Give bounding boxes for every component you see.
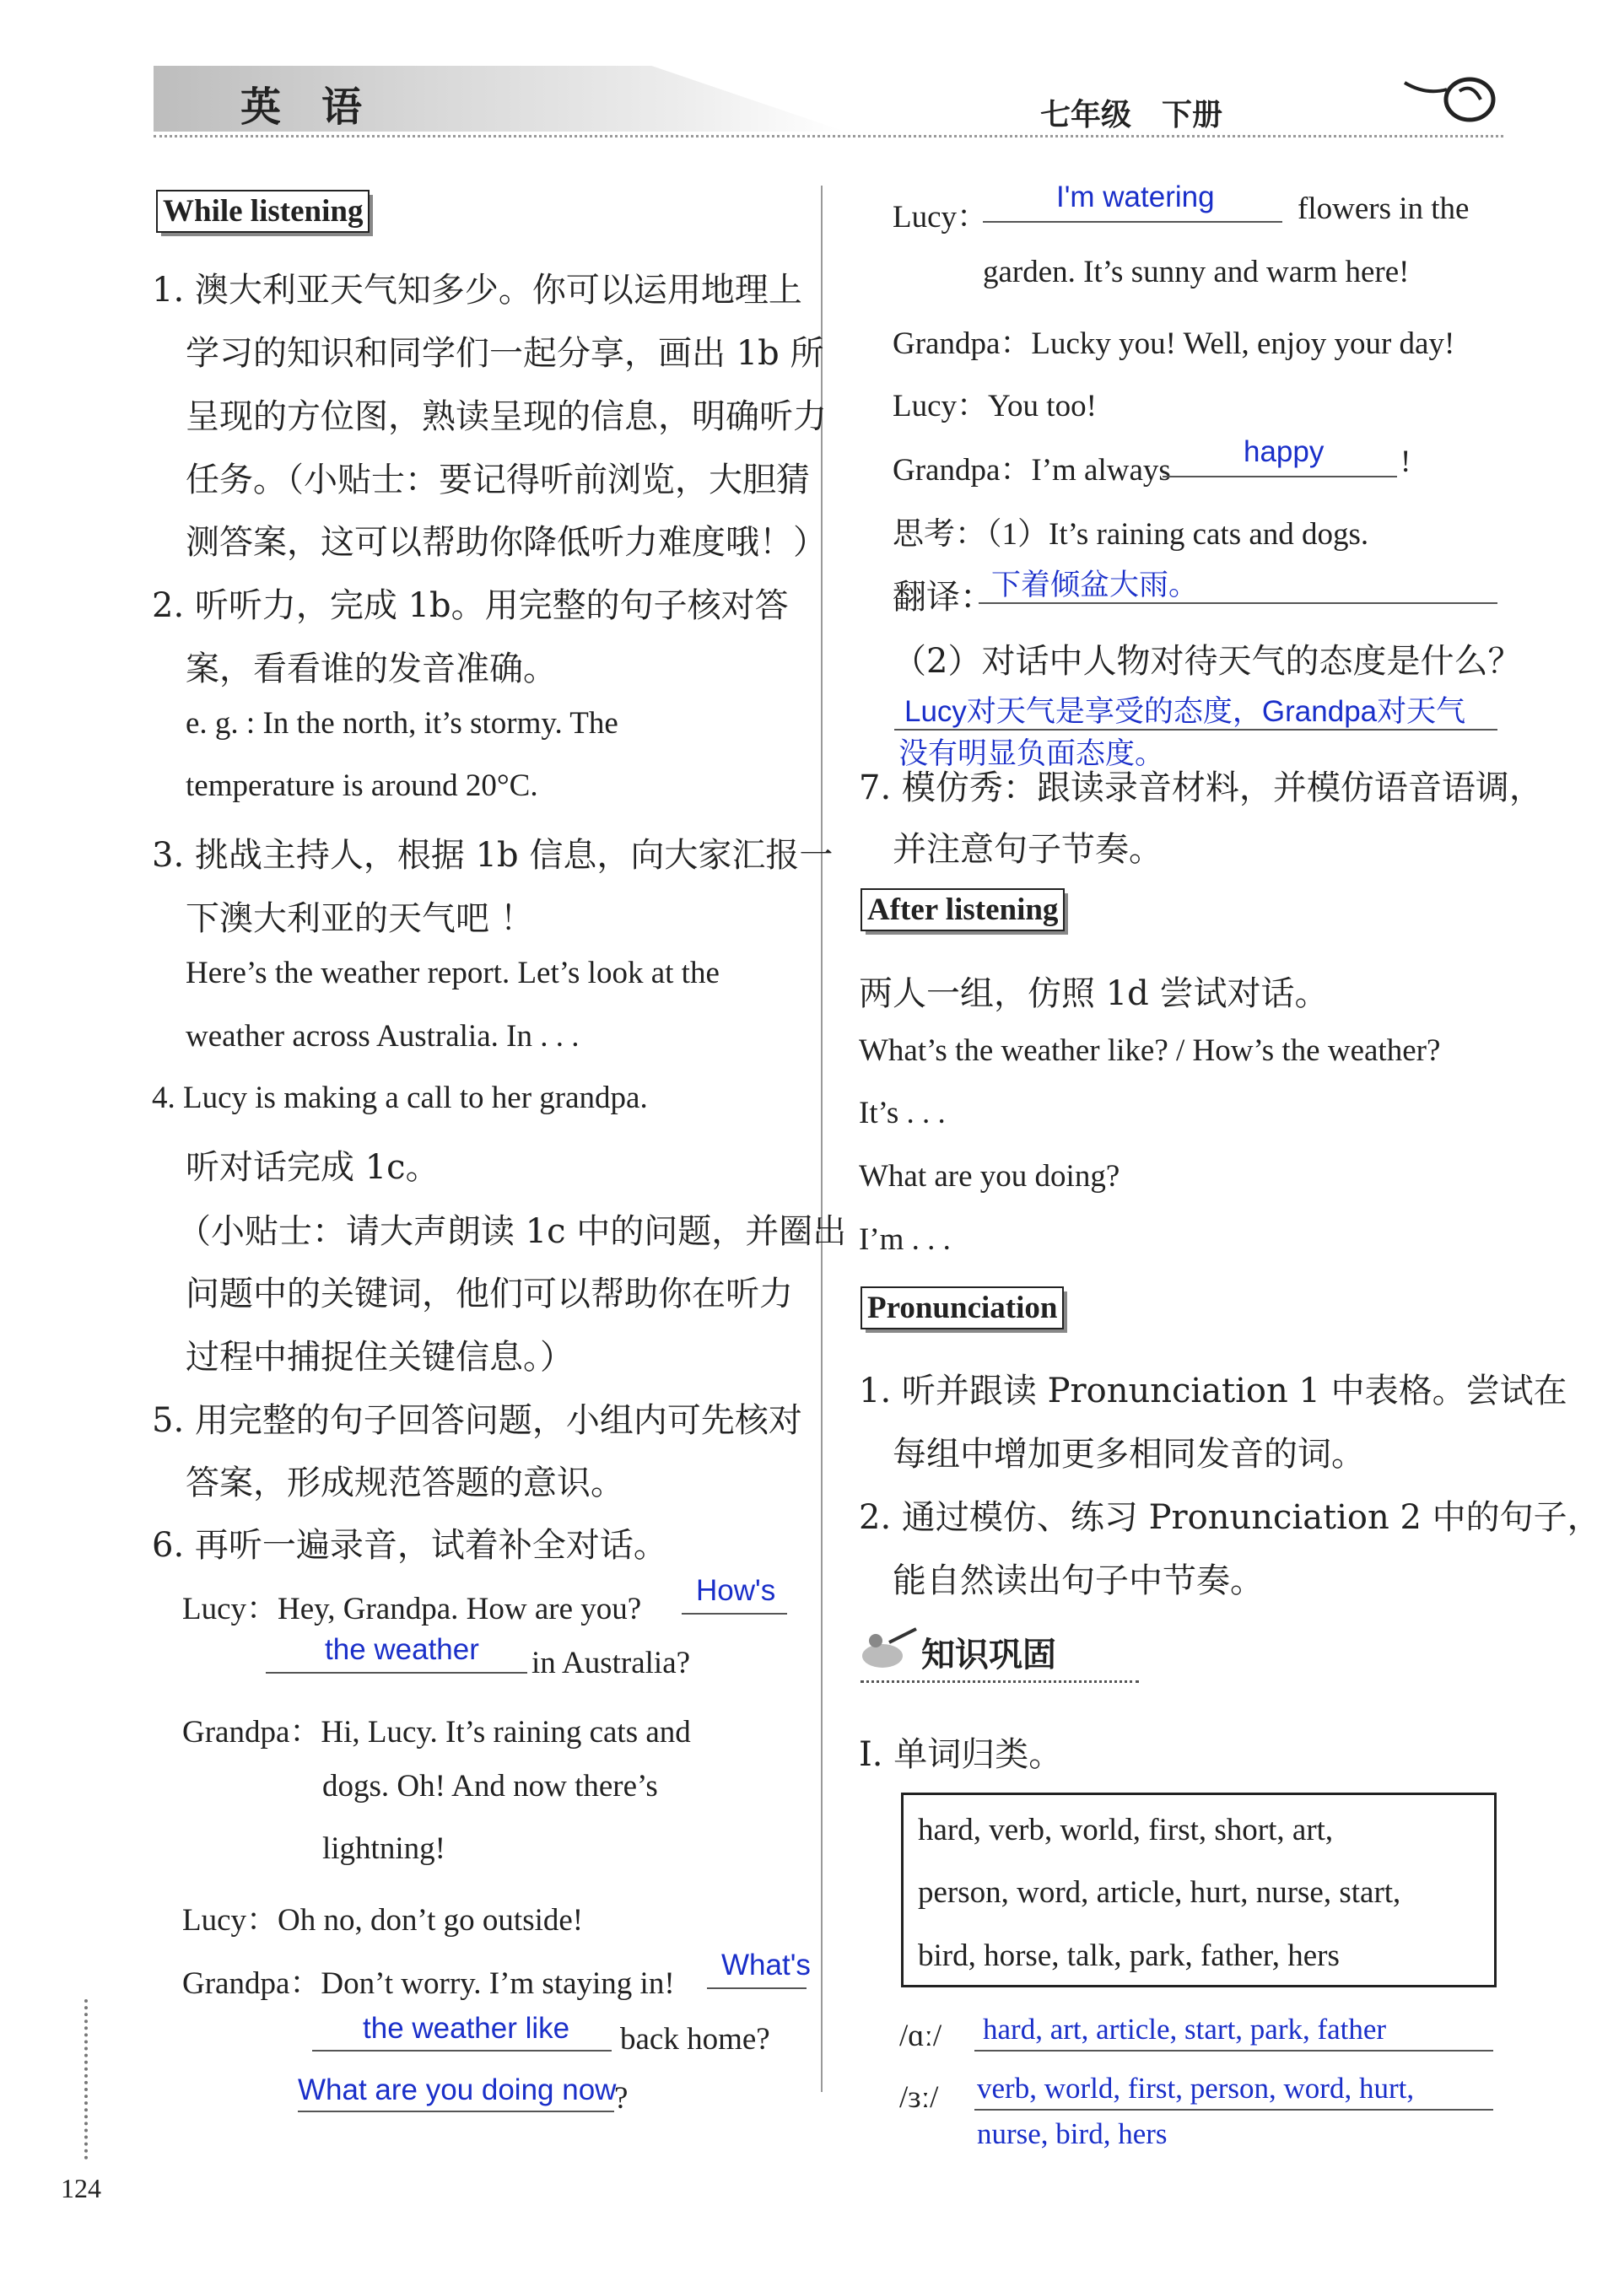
knowledge-section-icon xyxy=(857,1624,925,1674)
column-divider xyxy=(821,186,823,2092)
item5-line1: 5. 用完整的句子回答问题，小组内可先核对 xyxy=(152,1401,802,1440)
answer-translation: 下着倾盆大雨。 xyxy=(991,569,1199,601)
answer-watering: I'm watering xyxy=(1056,181,1215,213)
dialog-grandpa-3: Grandpa：Lucky you! Well, enjoy your day! xyxy=(893,326,1455,361)
after-line-4: What are you doing? xyxy=(859,1159,1120,1194)
dialog-lucy-3c: garden. It’s sunny and warm here! xyxy=(983,255,1410,289)
translate-label: 翻译： xyxy=(893,578,994,617)
phonetic-a: /ɑː/ xyxy=(899,2019,942,2053)
phonetic-er: /ɜː/ xyxy=(899,2080,939,2115)
answer-attitude-2: 没有明显负面态度。 xyxy=(898,737,1165,770)
after-listening-title: After listening xyxy=(861,888,1065,931)
after-line-5: I’m . . . xyxy=(859,1222,951,1257)
answer-hows: How's xyxy=(696,1574,776,1607)
item1-line1: 1. 澳大利亚天气知多少。你可以运用地理上 xyxy=(152,271,802,310)
item1-line4: 任务。（小贴士：要记得听前浏览，大胆猜 xyxy=(186,461,810,499)
dialog-grandpa-1c: lightning! xyxy=(322,1831,445,1866)
item3-line1: 3. 挑战主持人，根据 1b 信息，向大家汇报一 xyxy=(152,836,834,875)
dialog-grandpa-2b: back home? xyxy=(620,2022,770,2057)
exercise-1-title: Ⅰ. 单词归类。 xyxy=(859,1735,1063,1774)
section-title: 知识巩固 xyxy=(921,1636,1056,1674)
answer-blank-1 xyxy=(682,1613,787,1615)
dialog-lucy-1b: in Australia? xyxy=(531,1646,691,1680)
answer-blank-6 xyxy=(983,221,1282,223)
answer-blank-2 xyxy=(266,1672,527,1674)
dialog-grandpa-1a: Grandpa：Hi, Lucy. It’s raining cats and xyxy=(182,1715,691,1750)
dialog-grandpa-1b: dogs. Oh! And now there’s xyxy=(322,1769,658,1804)
mouse-logo-icon xyxy=(1400,66,1502,127)
item1-line2: 学习的知识和同学们一起分享，画出 1b 所 xyxy=(186,334,824,373)
item1-line5: 测答案，这可以帮助你降低听力难度哦！） xyxy=(186,523,827,562)
dialog-grandpa-4b: ! xyxy=(1400,445,1411,479)
pron2-line1: 2. 通过模仿、练习 Pronunciation 2 中的句子， xyxy=(859,1498,1601,1537)
grade-label: 七年级 下册 xyxy=(1040,98,1223,132)
dialog-lucy-4: Lucy：You too! xyxy=(893,389,1097,423)
example-line2: temperature is around 20°C. xyxy=(186,768,538,803)
answer-doing-now: What are you doing now xyxy=(298,2073,617,2106)
think-2: （2）对话中人物对待天气的态度是什么？ xyxy=(893,642,1522,681)
item4-line4: 问题中的关键词，他们可以帮助你在听力 xyxy=(186,1275,793,1313)
subject-title: 英 语 xyxy=(240,84,363,131)
item2-line2: 案，看看谁的发音准确。 xyxy=(186,650,557,688)
item1-line3: 呈现的方位图，熟读呈现的信息，明确听力 xyxy=(186,397,827,436)
answer-blank-8 xyxy=(979,602,1497,604)
report-line2: weather across Australia. In . . . xyxy=(186,1019,580,1054)
word-line-3: bird, horse, talk, park, father, hers xyxy=(918,1938,1340,1973)
dialog-grandpa-4a: Grandpa：I’m always xyxy=(893,453,1171,488)
answer-blank-7 xyxy=(1163,476,1397,477)
header-divider xyxy=(154,135,1503,137)
answer-blank-11 xyxy=(974,2109,1493,2111)
example-line1: e. g. : In the north, it’s stormy. The xyxy=(186,706,618,741)
dialog-lucy-2: Lucy：Oh no, don’t go outside! xyxy=(182,1903,584,1938)
think-1: 思考：（1）It’s raining cats and dogs. xyxy=(893,517,1369,552)
answer-blank-5 xyxy=(298,2111,614,2112)
item2-line1: 2. 听听力，完成 1b。用完整的句子核对答 xyxy=(152,586,789,625)
answer-happy: happy xyxy=(1244,435,1325,468)
report-line1: Here’s the weather report. Let’s look at the xyxy=(186,956,720,990)
answer-er-words-1: verb, world, first, person, word, hurt, xyxy=(977,2072,1415,2105)
item4-line3: （小贴士：请大声朗读 1c 中的问题，并圈出 xyxy=(177,1212,847,1251)
margin-dots xyxy=(84,1999,88,2159)
pron1-line1: 1. 听并跟读 Pronunciation 1 中表格。尝试在 xyxy=(859,1372,1567,1410)
dialog-grandpa-2a: Grandpa：Don’t worry. I’m staying in! xyxy=(182,1966,675,2001)
item4-line2: 听对话完成 1c。 xyxy=(186,1148,440,1187)
dialog-lucy-1: Lucy：Hey, Grandpa. How are you? xyxy=(182,1592,642,1626)
section-underline xyxy=(861,1680,1139,1683)
answer-a-words: hard, art, article, start, park, father xyxy=(983,2013,1387,2046)
pronunciation-title: Pronunciation xyxy=(861,1286,1064,1329)
pron1-line2: 每组中增加更多相同发音的词。 xyxy=(893,1435,1365,1474)
word-line-2: person, word, article, hurt, nurse, start, xyxy=(918,1875,1401,1910)
answer-the-weather: the weather xyxy=(325,1633,479,1666)
item7-line1: 7. 模仿秀：跟读录音材料，并模仿语音语调， xyxy=(859,768,1543,807)
answer-er-words-2: nurse, bird, hers xyxy=(977,2117,1168,2150)
item6-title: 6. 再听一遍录音，试着补全对话。 xyxy=(152,1526,667,1565)
while-listening-title: While listening xyxy=(156,190,370,233)
answer-weather-like: the weather like xyxy=(363,2012,570,2045)
after-line-3: It’s . . . xyxy=(859,1096,946,1130)
item5-line2: 答案，形成规范答题的意识。 xyxy=(186,1464,624,1502)
item3-line2: 下澳大利亚的天气吧 ！ xyxy=(186,899,534,938)
item4-line1: 4. Lucy is making a call to her grandpa. xyxy=(152,1081,648,1115)
answer-blank-10 xyxy=(974,2050,1493,2052)
after-line-2: What’s the weather like? / How’s the weather? xyxy=(859,1033,1441,1068)
item4-line5: 过程中捕捉住关键信息。） xyxy=(186,1338,574,1377)
word-line-1: hard, verb, world, first, short, art, xyxy=(918,1813,1334,1847)
dialog-lucy-3b: flowers in the xyxy=(1298,191,1470,226)
dialog-lucy-3a: Lucy： xyxy=(893,200,989,235)
item7-line2: 并注意句子节奏。 xyxy=(893,830,1163,869)
answer-blank-3 xyxy=(707,1987,807,1989)
pron2-line2: 能自然读出句子中节奏。 xyxy=(893,1561,1264,1600)
answer-blank-4 xyxy=(312,2050,612,2052)
answer-whats: What's xyxy=(721,1949,811,1982)
answer-attitude-1: Lucy对天气是享受的态度，Grandpa对天气 xyxy=(904,695,1466,728)
page-number: 124 xyxy=(61,2173,101,2203)
dialog-grandpa-2c: ? xyxy=(614,2081,629,2116)
after-line-1: 两人一组，仿照 1d 尝试对话。 xyxy=(859,974,1329,1013)
